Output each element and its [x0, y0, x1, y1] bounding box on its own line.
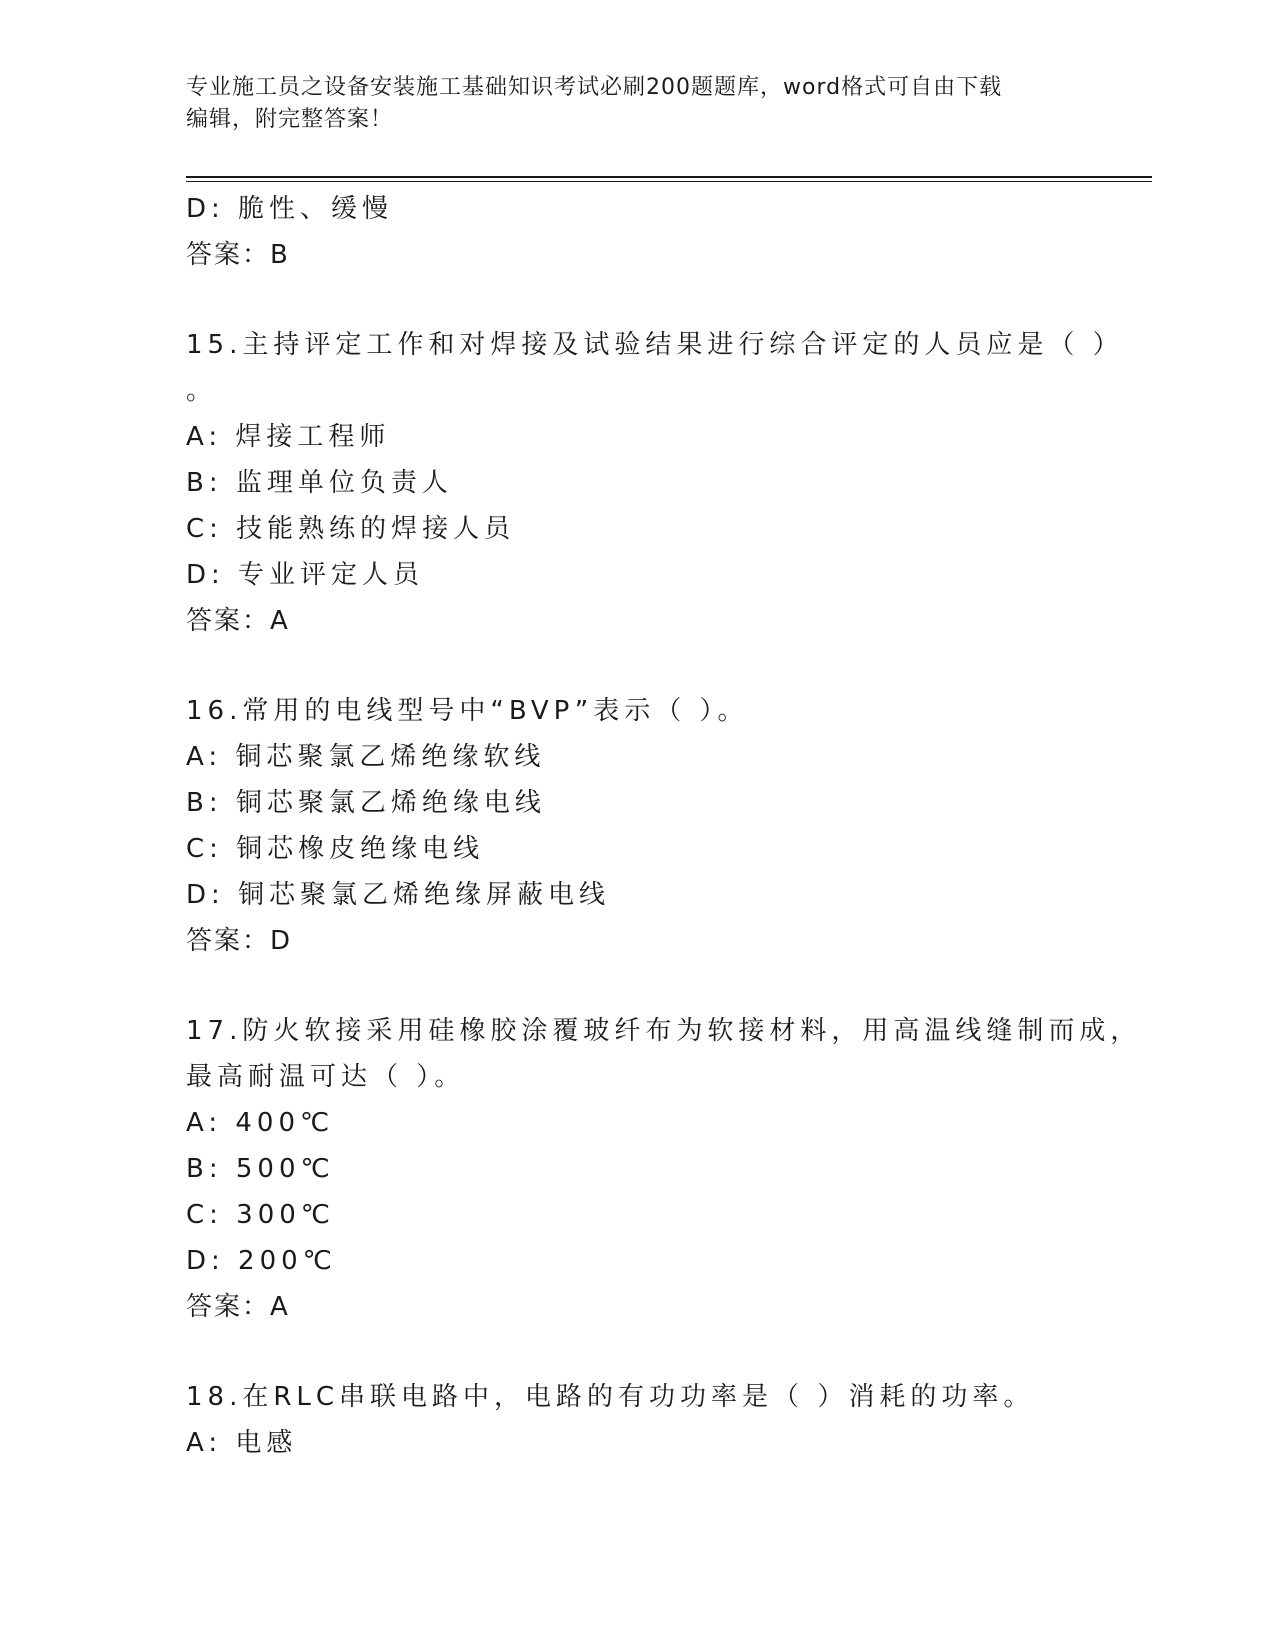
q15-option-b: B: 监理单位负责人: [186, 468, 453, 498]
q14-answer: 答案：B: [186, 240, 290, 270]
header-divider: [186, 176, 1152, 178]
header-divider-thin: [186, 181, 1152, 182]
q15-option-d: D: 专业评定人员: [186, 560, 425, 590]
q16-option-a: A: 铜芯聚氯乙烯绝缘软线: [186, 742, 546, 772]
q15-stem-line-1: 15.主持评定工作和对焊接及试验结果进行综合评定的人员应是（ ）: [186, 330, 1124, 360]
q15-answer: 答案：A: [186, 606, 290, 636]
q15-option-a: A: 焊接工程师: [186, 422, 391, 452]
q16-option-d: D: 铜芯聚氯乙烯绝缘屏蔽电线: [186, 880, 611, 910]
header-title-line-2: 编辑，附完整答案！: [186, 107, 394, 132]
q16-answer: 答案：D: [186, 926, 293, 956]
q17-option-b: B: 500℃: [186, 1154, 335, 1184]
q17-option-c: C: 300℃: [186, 1200, 336, 1230]
q14-option-d: D: 脆性、缓慢: [186, 194, 394, 224]
q17-stem-line-1: 17.防火软接采用硅橡胶涂覆玻纤布为软接材料，用高温线缝制而成，: [186, 1016, 1142, 1046]
q16-option-c: C: 铜芯橡皮绝缘电线: [186, 834, 485, 864]
q18-option-a: A: 电感: [186, 1428, 298, 1458]
q17-option-d: D: 200℃: [186, 1246, 337, 1276]
q16-option-b: B: 铜芯聚氯乙烯绝缘电线: [186, 788, 546, 818]
q15-stem-line-2: 。: [186, 376, 218, 406]
q16-stem-line-1: 16.常用的电线型号中“BVP”表示（ ）。: [186, 696, 749, 726]
q17-option-a: A: 400℃: [186, 1108, 335, 1138]
q15-option-c: C: 技能熟练的焊接人员: [186, 514, 516, 544]
q17-answer: 答案：A: [186, 1292, 290, 1322]
question-list: [186, 186, 1142, 1466]
q17-stem-line-2: 最高耐温可达（ ）。: [186, 1062, 466, 1092]
header-title-line-1: 专业施工员之设备安装施工基础知识考试必刷200题题库，word格式可自由下载: [186, 75, 1003, 100]
document-header: [186, 72, 1066, 136]
q18-stem-line-1: 18.在RLC串联电路中，电路的有功功率是（ ）消耗的功率。: [186, 1382, 1035, 1412]
